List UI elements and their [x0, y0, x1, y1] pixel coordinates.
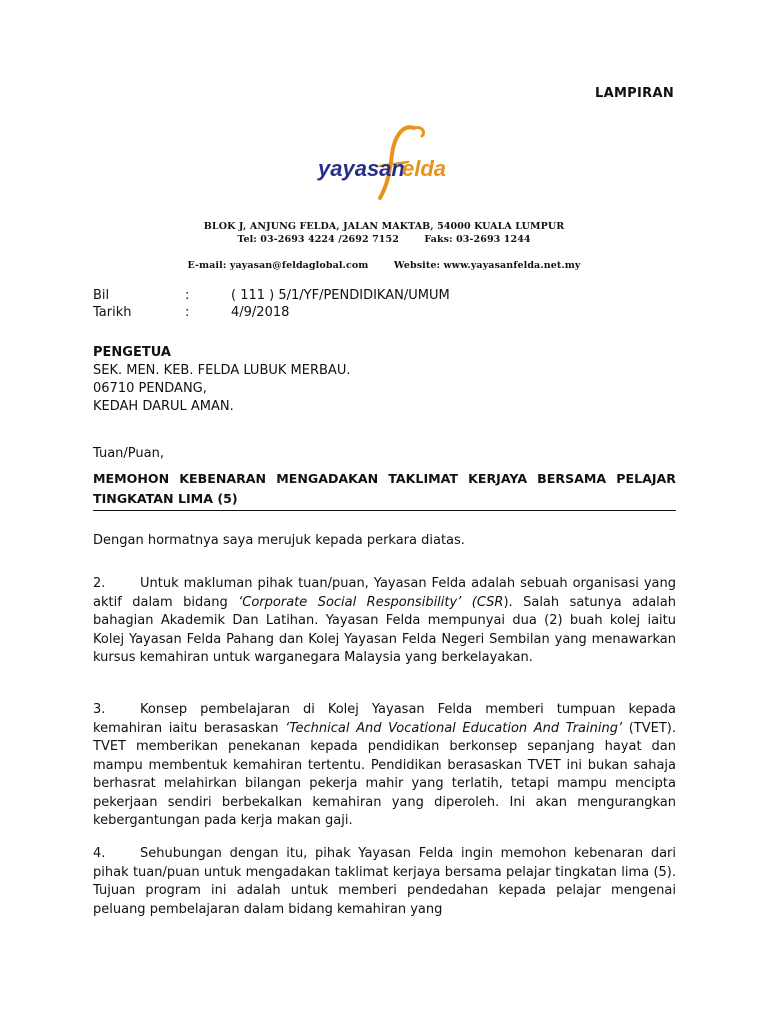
- fax-text: Faks: 03-2693 1244: [424, 234, 531, 245]
- logo-yayasan-text: yayasan: [318, 156, 405, 181]
- paragraph-italic-term: ‘Technical And Vocational Education And Training’: [285, 720, 623, 736]
- recipient-title: PENGETUA: [93, 345, 171, 360]
- yayasan-felda-logo: [316, 124, 456, 200]
- paragraph-text: ). Salah satunya adalah bahagian Akademik Dan Latihan. Yayasan Felda mempunyai dua (2) buah kolej iaitu Kolej Yayasan Felda Pahang dan Kolej Yayasan Felda Negeri Sembilan yang menawarkan kursus kemahiran untuk warganegara Malaysia yang berkelayakan.: [93, 594, 676, 665]
- paragraph-number: 3.: [93, 702, 106, 717]
- paragraph-3: [93, 701, 676, 831]
- paragraph-italic-term: ‘Corporate Social Responsibility’ (CSR: [238, 594, 504, 610]
- contact-line: [0, 234, 768, 245]
- subject-underline: [93, 510, 676, 511]
- tel-text: Tel: 03-2693 4224 /2692 7152: [237, 234, 399, 245]
- address-line: BLOK J, ANJUNG FELDA, JALAN MAKTAB, 54000 KUALA LUMPUR: [203, 221, 565, 232]
- tarikh-colon: :: [185, 305, 190, 320]
- recipient-line-1: SEK. MEN. KEB. FELDA LUBUK MERBAU.: [93, 363, 351, 378]
- email-website-line: [0, 260, 768, 271]
- salutation: Tuan/Puan,: [93, 446, 164, 461]
- email-text: E-mail: yayasan@feldaglobal.com: [187, 260, 369, 271]
- bil-colon: :: [185, 288, 190, 303]
- paragraph-number: 4.: [93, 846, 106, 861]
- paragraph-text: Sehubungan dengan itu, pihak Yayasan Felda ingin memohon kebenaran dari pihak tuan/puan untuk mengadakan taklimat kerjaya bersama pelajar tingkatan lima (5). Tujuan program ini adalah untuk memberi pendedahan kepada pelajar mengenai peluang pembelajaran dalam bidang kemahiran yang: [93, 846, 676, 917]
- tarikh-row: [93, 304, 450, 321]
- paragraph-2: [93, 575, 676, 668]
- paragraph-text: (TVET). TVET memberikan penekanan kepada pendidikan berkonsep sepanjang hayat dan mampu membentuk kemahiran tertentu. Pendidikan berasaskan TVET ini bukan sahaja berhasrat melahirkan bilangan pekerja mahir yang terlatih, tetapi mampu mencipta pekerjaan sendiri berbekalkan kemahiran yang diperoleh. Ini akan mengurangkan kebergantungan pada kerja makan gaji.: [93, 720, 676, 828]
- bil-label: Bil: [93, 288, 110, 303]
- tarikh-label: Tarikh: [93, 305, 132, 320]
- paragraph-4: [93, 845, 676, 919]
- bil-row: [93, 287, 450, 304]
- website-text: Website: www.yayasanfelda.net.my: [393, 260, 581, 271]
- paragraph-number: 2.: [93, 576, 106, 591]
- logo-felda-text: elda: [402, 156, 447, 181]
- subject-heading: MEMOHON KEBENARAN MENGADAKAN TAKLIMAT KERJAYA BERSAMA PELAJAR TINGKATAN LIMA (5): [93, 471, 676, 506]
- reference-block: [93, 287, 450, 321]
- tarikh-value: 4/9/2018: [231, 305, 290, 320]
- opening-line: Dengan hormatnya saya merujuk kepada perkara diatas.: [93, 533, 465, 548]
- recipient-block: [93, 344, 350, 416]
- paragraph-text: Untuk makluman pihak tuan/puan, Yayasan Felda adalah sebuah organisasi yang aktif dalam bidang: [93, 576, 676, 610]
- recipient-line-3: KEDAH DARUL AMAN.: [93, 399, 234, 414]
- lampiran-label: LAMPIRAN: [595, 86, 674, 101]
- paragraph-text: Konsep pembelajaran di Kolej Yayasan Felda memberi tumpuan kepada kemahiran iaitu berasaskan: [93, 702, 676, 736]
- bil-value: ( 111 ) 5/1/YF/PENDIDIKAN/UMUM: [231, 288, 450, 303]
- recipient-line-2: 06710 PENDANG,: [93, 381, 207, 396]
